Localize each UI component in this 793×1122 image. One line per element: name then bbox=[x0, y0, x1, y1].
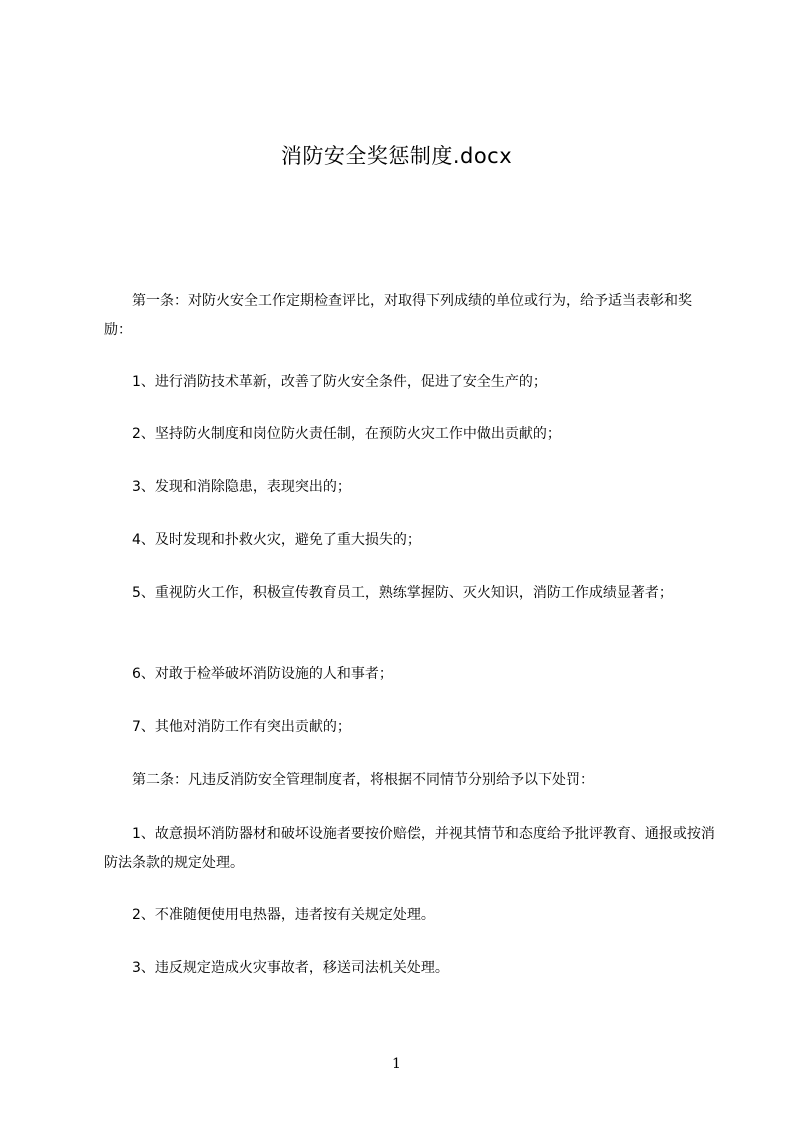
paragraph-article-2: 第二条：凡违反消防安全管理制度者，将根据不同情节分别给予以下处罚： bbox=[104, 772, 594, 788]
paragraph-item-7: 7、其他对消防工作有突出贡献的； bbox=[104, 719, 351, 735]
paragraph-item-1: 1、进行消防技术革新，改善了防火安全条件，促进了安全生产的； bbox=[104, 374, 547, 390]
paragraph-penalty-3: 3、违反规定造成火灾事故者，移送司法机关处理。 bbox=[104, 960, 449, 976]
paragraph-article-1: 第一条：对防火安全工作定期检查评比，对取得下列成绩的单位或行为，给予适当表彰和奖励： bbox=[104, 293, 692, 338]
paragraph-item-6: 6、对敢于检举破坏消防设施的人和事者； bbox=[104, 666, 393, 682]
paragraph-penalty-2: 2、不准随便使用电热器，违者按有关规定处理。 bbox=[104, 907, 435, 923]
page-number: 1 bbox=[392, 1056, 401, 1072]
paragraph-item-3: 3、发现和消除隐患，表现突出的； bbox=[104, 479, 351, 495]
paragraph-penalty-1: 1、故意损坏消防器材和破坏设施者要按价赔偿，并视其情节和态度给予批评教育、通报或按消防法条款的规定处理。 bbox=[104, 826, 715, 871]
document-title: 消防安全奖惩制度.docx bbox=[280, 144, 513, 168]
paragraph-item-5: 5、重视防火工作，积极宣传教育员工，熟练掌握防、灭火知识，消防工作成绩显著者； bbox=[104, 585, 673, 601]
paragraph-item-4: 4、及时发现和扑救火灾，避免了重大损失的； bbox=[104, 532, 421, 548]
paragraph-item-2: 2、坚持防火制度和岗位防火责任制，在预防火灾工作中做出贡献的； bbox=[104, 426, 561, 442]
